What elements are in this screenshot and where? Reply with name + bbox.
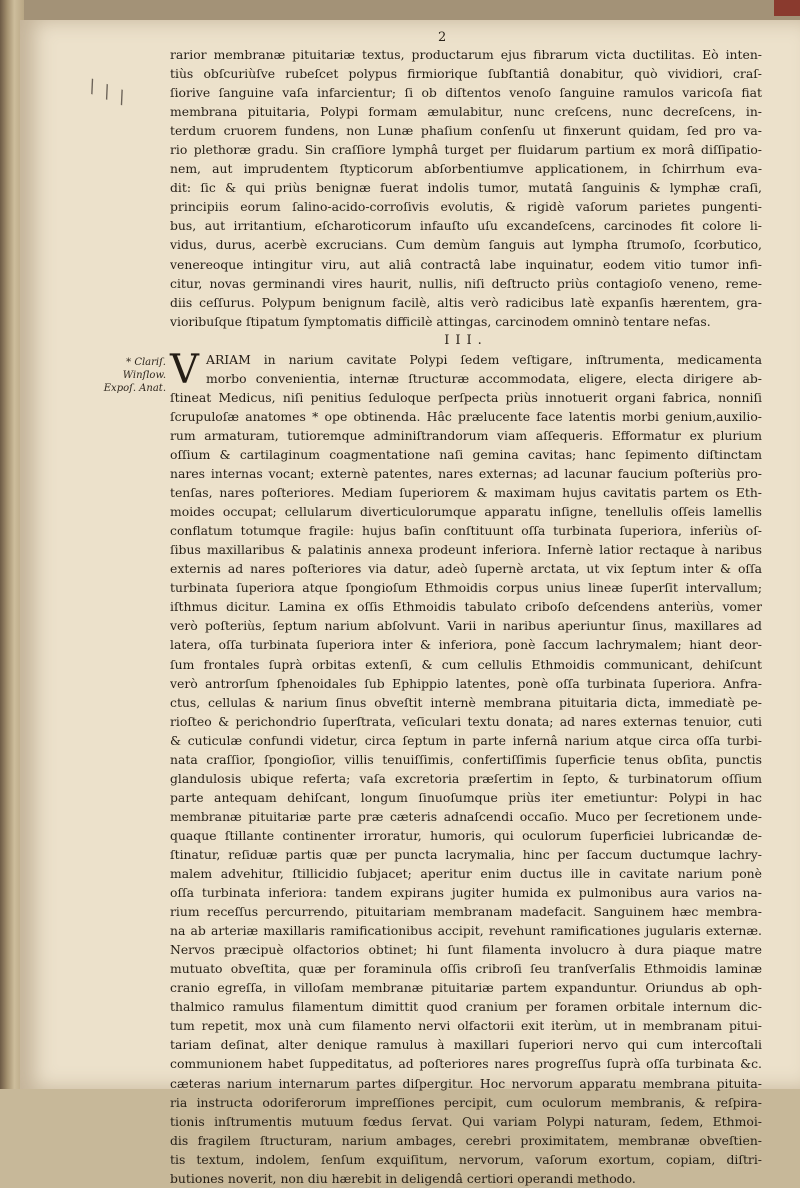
text-line: rio plethoræ gradu. Sin craſſiore lymphâ turget per fluidarum partium ex morâ diſſipatio- xyxy=(170,142,762,158)
paragraph-1 xyxy=(170,45,762,331)
text-line: bus, aut irritantium, eſcharoticorum infauſto uſu excandeſcens, carcinodes fit colore li- xyxy=(170,218,762,234)
text-line: rium receſſus percurrendo, pituitariam membranam madefacit. Sanguinem hæc membra- xyxy=(170,904,762,920)
text-line: oſſium & cartilaginum coagmentatione naſi gemina cavitas; hanc ſepimento diſtinctam xyxy=(170,446,762,462)
text-line: & cuticulæ confundi videtur, circa ſeptum in parte infernâ narium atque circa oſſa turbi- xyxy=(170,732,762,748)
text-line: ſum frontales ſuprà orbitas extenſi, & cum cellulis Ethmoidis communicant, dehiſcunt xyxy=(170,656,762,672)
text-line: quaque ſtillante continenter irroratur, humoris, qui oculorum ſuperficiei lubricandæ de- xyxy=(170,827,762,843)
text-line: turbinata ſuperiora atque ſpongioſum Ethmoidis corpus unius lineæ ſuperſit intervallum; xyxy=(170,580,762,596)
text-line: tionis inſtrumentis mutuum fœdus ſervat. Qui variam Polypi naturam, ſedem, Ethmoi- xyxy=(170,1113,762,1129)
text-line: parte antequam dehiſcant, longum ſinuoſumque priùs iter emetiuntur: Polypi in hac xyxy=(170,789,762,805)
text-line: tum repetit, mox unà cum filamento nervi olfactorii exit iterùm, ut in membranam pitui- xyxy=(170,1018,762,1034)
text-line: rarior membranæ pituitariæ textus, productarum ejus fibrarum victa ductilitas. Eò inten- xyxy=(170,47,762,62)
margin-note xyxy=(100,356,166,395)
text-line: rum armaturam, tutioremque adminiſtrandorum viam aſſequeris. Efformatur ex plurium xyxy=(170,427,762,443)
text-line: communionem habet ſuppeditatus, ad poſteriores nares progreſſus ſuprà oſſa turbinata &c. xyxy=(170,1056,762,1072)
drop-cap: V xyxy=(170,346,199,393)
text-line: terdum cruorem fundens, non Lunæ phaſium conſenſu ut finxerunt quidam, ſed pro va- xyxy=(170,123,762,139)
text-line: ſiorive ſanguine vaſa infarcientur; ſi ob diſtentos venoſo ſanguine ramulos varicoſa fiat xyxy=(170,85,762,101)
text-line: cranio egreſſa, in villoſam membranæ pituitariæ partem expanduntur. Oriundus ab oph- xyxy=(170,980,762,996)
text-line: dis fragilem ſtructuram, narium ambages, cerebri proximitatem, membranæ obveſtien- xyxy=(170,1132,762,1148)
text-line: principiis eorum ſalino-acido-corroſivis evolutis, & rigidè vaſorum parietes pungenti- xyxy=(170,199,762,215)
paragraph-2 xyxy=(170,346,762,1188)
section-heading: III. xyxy=(444,332,488,348)
text-line: venereoque intingitur viru, aut aliâ contractâ labe inquinatur, eodem vitio tumor infi- xyxy=(170,256,762,272)
text-line: citur, novas germinandi vires haurit, nullis, niſi deſtructo priùs contagioſo veneno, reme- xyxy=(170,275,762,291)
text-line: ſtineat Medicus, niſi penitius ſeduloque perſpecta priùs innotuerit organi fabrica, nonniſi xyxy=(170,389,762,405)
text-line: tariam deſinat, alter denique ramulus à maxillari ſuperiori nervo qui cum intercoſtali xyxy=(170,1037,762,1053)
text-line: ſtinatur, reſiduæ partis quæ per puncta lacrymalia, hinc per ſaccum ductumque lachry- xyxy=(170,846,762,862)
text-line: verò antrorſum ſphenoidales ſub Ephippio latentes, ponè oſſa turbinata ſuperiora. Anfra- xyxy=(170,675,762,691)
text-line: ria instructa odoriferorum impreſſiones percipit, cum oculorum membranis, & reſpira- xyxy=(170,1094,762,1110)
text-line: externis ad nares poſteriores via datur, adeò ſupernè arctata, ut vix ſeptum inter & oſſa xyxy=(170,561,762,577)
text-line: ctus, cellulas & narium ſinus obveſtit internè membrana pituitaria dicta, immediatè pe- xyxy=(170,694,762,710)
margin-note-line: Expoſ. Anat. xyxy=(103,383,166,394)
margin-note-line: Winſlow. xyxy=(122,370,166,381)
ink-marks: \ \ \ xyxy=(85,75,131,110)
text-line: nata craſſior, ſpongioſior, villis tenuiſſimis, confertiſſimis ſuperficie tenus obſita, punctis xyxy=(170,751,762,767)
text-line: glandulosis ubique referta; vaſa excretoria præſertim in ſepto, & turbinatorum oſſium xyxy=(170,770,762,786)
margin-note-line: * Clariſ. xyxy=(126,357,166,368)
text-line: ſcrupuloſæ anatomes * ope obtinenda. Hâc prælucente face latentis morbi genium,auxilio- xyxy=(170,408,762,424)
text-line: morbo convenientia, internæ ſtructuræ accommodata, eligere, electa dirigere ab- xyxy=(206,370,762,386)
text-line: tiùs obſcuriùſve rubeſcet polypus firmiorique ſubſtantiâ donabitur, quò vividiori, craſ- xyxy=(170,66,762,82)
text-line: rioſteo & perichondrio ſuperſtrata, veſiculari textu donata; ad nares externas tenuior, cuti xyxy=(170,713,762,729)
text-line: diis ceſſurus. Polypum benignum facilè, altis verò radicibus latè expanſis hærentem, gra- xyxy=(170,294,762,310)
text-line: verò poſteriùs, ſeptum narium abſolvunt. Varii in naribus aperiuntur ſinus, maxillares ad xyxy=(170,618,762,634)
text-line: malem advehitur, ſtillicidio ſubjacet; aperitur enim ductus ille in cavitate narium ponè xyxy=(170,866,762,882)
text-line: moides occupat; cellularum diverticulorumque apparatu inſigne, tenellulis oſſeis lamellis xyxy=(170,504,762,520)
text-line: tenſas, nares poſteriores. Mediam ſuperiorem & maximam hujus cavitatis partem os Eth- xyxy=(170,485,762,501)
text-line: Nervos præcipuè olfactorios obtinet; hi ſunt filamenta involucro à dura piaque matre xyxy=(170,942,762,958)
text-line: na ab arteriæ maxillaris ramificationibus accipit, revehunt ramificationes jugularis externæ. xyxy=(170,923,762,939)
text-line: ARIAM in narium cavitate Polypi ſedem veſtigare, inſtrumenta, medicamenta xyxy=(206,351,762,367)
text-line: vioribuſque ſtipatum ſymptomatis difficilè attingas, carcinodem omninò tentare nefas. xyxy=(170,313,711,329)
text-line: dit: ſic & qui priùs benignæ fuerat indolis tumor, mutatâ ſanguinis & lymphæ craſi, xyxy=(170,180,762,196)
text-line: vidus, durus, acerbè excrucians. Cum demùm ſanguis aut lympha ſtrumoſo, ſcorbutico, xyxy=(170,237,762,253)
text-line: nares internas vocant; externè patentes, nares externas; ad lacunar faucium poſteriùs pro- xyxy=(170,466,762,482)
text-line: mutuato obveſtita, quæ per foraminula oſſis cribroſi ſeu tranſverſalis Ethmoidis laminæ xyxy=(170,961,762,977)
text-line: cæteras narium internarum partes diſpergitur. Hoc nervorum apparatu membrana pituita- xyxy=(170,1075,762,1091)
text-line: butiones noverit, non diu hærebit in deligendâ certiori operandi methodo. xyxy=(170,1170,636,1186)
main-text xyxy=(170,45,762,1188)
text-line: membrana pituitaria, Polypi formam æmulabitur, nunc creſcens, nunc decreſcens, in- xyxy=(170,104,762,120)
page-number: 2 xyxy=(438,30,447,45)
text-line: membranæ pituitariæ parte præ cæteris adnaſcendi occaſio. Muco per ſecretionem unde- xyxy=(170,808,762,824)
text-line: ſibus maxillaribus & palatinis annexa prodeunt inferiora. Infernè latior rectaque à naribus xyxy=(170,542,762,558)
text-line: conflatum totumque fragile: hujus baſin conſtituunt oſſa turbinata ſuperiora, inferiùs oſ- xyxy=(170,523,762,539)
text-line: oſſa turbinata inferiora: tandem expirans jugiter humida ex pulmonibus aura varios na- xyxy=(170,885,762,901)
text-line: iſthmus dicitur. Lamina ex oſſis Ethmoidis tabulato criboſo deſcendens anteriùs, vomer xyxy=(170,599,762,615)
text-line: nem, aut imprudentem ſtypticorum abſorbentiumve applicationem, in ſchirrhum eva- xyxy=(170,161,762,177)
binding-corner xyxy=(774,0,800,16)
text-line: thalmico ramulus filamentum dimittit quod cranium per foramen orbitale internum dic- xyxy=(170,999,762,1015)
text-line: latera, oſſa turbinata ſuperiora inter & inferiora, ponè ſaccum lachrymalem; hiant deor- xyxy=(170,637,762,653)
text-line: tis textum, indolem, ſenſum exquiſitum, nervorum, vaſorum exortum, copiam, diſtri- xyxy=(170,1151,762,1167)
scan-top-edge xyxy=(0,0,800,20)
